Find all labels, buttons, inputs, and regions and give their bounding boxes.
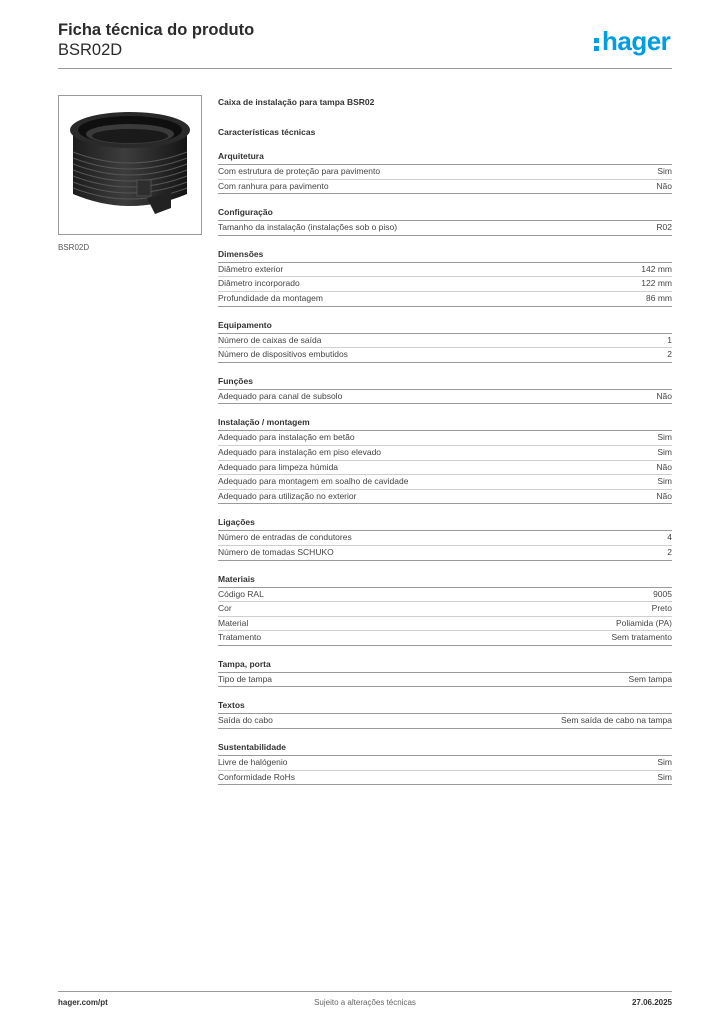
footer-note: Sujeito a alterações técnicas xyxy=(314,998,416,1007)
spec-value: 1 xyxy=(667,334,672,345)
spec-label: Com ranhura para pavimento xyxy=(218,180,329,191)
group-title: Equipamento xyxy=(218,320,672,334)
spec-group xyxy=(218,151,672,194)
spec-group xyxy=(218,376,672,405)
spec-value: Sem tampa xyxy=(628,673,672,684)
spec-label: Adequado para utilização no exterior xyxy=(218,490,357,501)
spec-value: Sem tratamento xyxy=(611,632,672,643)
spec-label: Número de entradas de condutores xyxy=(218,532,352,543)
product-image xyxy=(58,95,202,235)
spec-label: Tipo de tampa xyxy=(218,673,273,684)
spec-value: 2 xyxy=(667,546,672,557)
spec-group xyxy=(218,742,672,785)
group-title: Arquitetura xyxy=(218,151,672,165)
group-title: Funções xyxy=(218,376,672,390)
spec-row xyxy=(218,531,672,546)
spec-label: Número de dispositivos embutidos xyxy=(218,349,348,360)
page-title: Ficha técnica do produto xyxy=(58,21,255,39)
spec-row xyxy=(218,446,672,461)
spec-row xyxy=(218,277,672,292)
spec-value: 4 xyxy=(667,532,672,543)
logo-text: hager xyxy=(602,26,671,56)
spec-group xyxy=(218,659,672,688)
spec-group xyxy=(218,207,672,236)
spec-row xyxy=(218,673,672,688)
group-title: Ligações xyxy=(218,517,672,531)
spec-value: Sem saída de cabo na tampa xyxy=(560,715,672,726)
spec-group xyxy=(218,700,672,729)
spec-value: Poliamida (PA) xyxy=(615,617,672,628)
spec-value: Sim xyxy=(657,757,672,768)
product-code: BSR02D xyxy=(58,41,123,59)
footer-website[interactable]: hager.com/pt xyxy=(58,998,108,1007)
spec-row xyxy=(218,292,672,307)
spec-row xyxy=(218,180,672,195)
spec-row xyxy=(218,475,672,490)
spec-value: Não xyxy=(656,180,672,191)
spec-label: Tratamento xyxy=(218,632,262,643)
spec-label: Número de caixas de saída xyxy=(218,334,322,345)
installation-box-icon xyxy=(59,96,201,234)
spec-label: Diâmetro exterior xyxy=(218,263,284,274)
spec-value: Não xyxy=(656,490,672,501)
spec-group xyxy=(218,417,672,504)
group-title: Configuração xyxy=(218,207,672,221)
spec-label: Adequado para limpeza húmida xyxy=(218,461,339,472)
spec-label: Código RAL xyxy=(218,588,264,599)
spec-label: Adequado para canal de subsolo xyxy=(218,390,343,401)
spec-value: 2 xyxy=(667,349,672,360)
logo-dots-icon xyxy=(594,33,600,51)
spec-label: Número de tomadas SCHUKO xyxy=(218,546,334,557)
spec-row xyxy=(218,631,672,646)
spec-row xyxy=(218,348,672,363)
spec-value: Sim xyxy=(657,476,672,487)
spec-row xyxy=(218,546,672,561)
spec-row xyxy=(218,714,672,729)
group-title: Tampa, porta xyxy=(218,659,672,673)
spec-label: Adequado para instalação em piso elevado xyxy=(218,446,382,457)
spec-group xyxy=(218,574,672,646)
hager-logo xyxy=(594,26,670,56)
spec-value: 9005 xyxy=(653,588,672,599)
spec-label: Material xyxy=(218,617,249,628)
spec-label: Com estrutura de proteção para pavimento xyxy=(218,166,381,176)
spec-label: Saída do cabo xyxy=(218,715,273,726)
spec-groups xyxy=(218,151,672,785)
spec-row xyxy=(218,617,672,632)
footer-date: 27.06.2025 xyxy=(631,998,672,1007)
spec-label: Livre de halógenio xyxy=(218,757,288,768)
spec-value: 142 mm xyxy=(641,263,672,274)
spec-group xyxy=(218,517,672,560)
spec-value: Não xyxy=(656,390,672,401)
header-divider xyxy=(58,68,672,69)
footer-divider xyxy=(58,991,672,992)
spec-row xyxy=(218,390,672,405)
spec-row xyxy=(218,588,672,603)
spec-value: Sim xyxy=(657,771,672,782)
spec-label: Diâmetro incorporado xyxy=(218,278,300,289)
spec-row xyxy=(218,756,672,771)
group-title: Sustentabilidade xyxy=(218,742,672,756)
product-name: Caixa de instalação para tampa BSR02 xyxy=(218,97,375,107)
section-heading: Características técnicas xyxy=(218,127,316,137)
group-title: Textos xyxy=(218,700,672,714)
spec-label: Profundidade da montagem xyxy=(218,292,323,303)
spec-row xyxy=(218,431,672,446)
spec-value: 122 mm xyxy=(641,278,672,289)
spec-value: Sim xyxy=(657,446,672,457)
spec-row xyxy=(218,771,672,786)
spec-row xyxy=(218,490,672,505)
spec-row xyxy=(218,334,672,349)
group-title: Materiais xyxy=(218,574,672,588)
spec-label: Tamanho da instalação (instalações sob o piso) xyxy=(218,222,398,233)
spec-row xyxy=(218,221,672,236)
spec-row xyxy=(218,165,672,180)
spec-value: R02 xyxy=(656,222,672,233)
page-header xyxy=(58,20,254,60)
spec-row xyxy=(218,263,672,278)
spec-value: Sim xyxy=(657,166,672,176)
group-title: Instalação / montagem xyxy=(218,417,672,431)
group-title: Dimensões xyxy=(218,249,672,263)
spec-row xyxy=(218,461,672,476)
spec-value: Não xyxy=(656,461,672,472)
spec-group xyxy=(218,320,672,363)
spec-value: Preto xyxy=(651,603,672,614)
image-caption: BSR02D xyxy=(58,243,90,252)
spec-label: Conformidade RoHs xyxy=(218,771,296,782)
spec-value: Sim xyxy=(657,432,672,443)
spec-label: Cor xyxy=(218,603,232,614)
spec-label: Adequado para instalação em betão xyxy=(218,432,355,443)
spec-row xyxy=(218,602,672,617)
spec-content xyxy=(218,96,672,785)
spec-group xyxy=(218,249,672,307)
spec-label: Adequado para montagem em soalho de cavidade xyxy=(218,476,409,487)
spec-value: 86 mm xyxy=(646,292,672,303)
